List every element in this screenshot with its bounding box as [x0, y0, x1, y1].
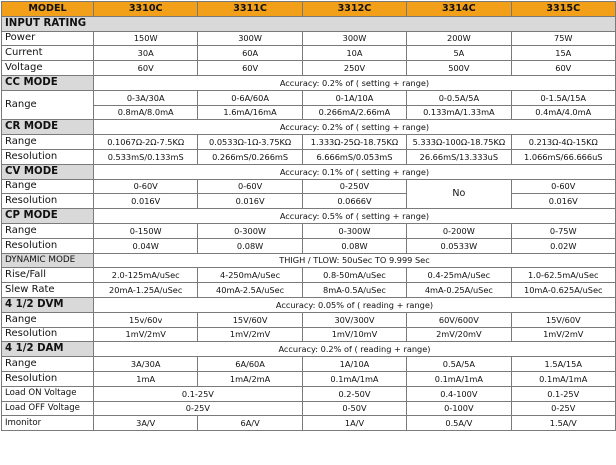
accuracy-note: Accuracy: 0.2% of ( setting + range): [94, 75, 616, 90]
row-label: Range: [2, 312, 94, 327]
row-label: Range: [2, 223, 94, 238]
row-label: Slew Rate: [2, 283, 94, 298]
cell: 0.1mA/1mA: [302, 371, 406, 386]
cell: 0.4-100V: [407, 386, 511, 401]
spec-table: [1, 1, 616, 431]
row-label: Resolution: [2, 327, 94, 342]
table-row: [2, 416, 616, 431]
cell: 200W: [407, 31, 511, 46]
cell: 1mV/2mV: [94, 327, 198, 342]
accuracy-note: Accuracy: 0.05% of ( reading + range): [94, 297, 616, 312]
cell: 8mA-0.5A/uSec: [302, 283, 406, 298]
cell: 0.5A/5A: [407, 357, 511, 372]
section-cc-mode: CC MODE: [2, 75, 94, 90]
cell: 0.2-50V: [302, 386, 406, 401]
table-row: [2, 46, 616, 61]
row-label: Resolution: [2, 194, 94, 209]
cell: 6.666mS/0.053mS: [302, 149, 406, 164]
cell: 1A/V: [302, 416, 406, 431]
table-row: [2, 149, 616, 164]
cell: 0.1mA/1mA: [511, 371, 615, 386]
table-row: [2, 194, 616, 209]
cell: 150W: [94, 31, 198, 46]
cell: 60V/600V: [407, 312, 511, 327]
cell: 0.016V: [511, 194, 615, 209]
table-row: [2, 223, 616, 238]
cell: 1.066mS/66.666uS: [511, 149, 615, 164]
cell: 0-60V: [511, 179, 615, 194]
cell: 4-250mA/uSec: [198, 268, 302, 283]
row-label: Rise/Fall: [2, 268, 94, 283]
cell: 60V: [198, 61, 302, 76]
cell: 500V: [407, 61, 511, 76]
accuracy-note: Accuracy: 0.2% of ( setting + range): [94, 120, 616, 135]
cell: 0.08W: [302, 238, 406, 253]
table-row: [2, 386, 616, 401]
cell: 0-200W: [407, 223, 511, 238]
table-row: [2, 238, 616, 253]
row-label: Voltage: [2, 61, 94, 76]
cell: 1mA/2mA: [198, 371, 302, 386]
row-label: Imonitor: [2, 416, 94, 431]
model-label: MODEL: [2, 2, 94, 17]
table-row: [2, 179, 616, 194]
cell: 0.016V: [94, 194, 198, 209]
table-row: [2, 312, 616, 327]
table-row: [2, 371, 616, 386]
table-row: [2, 401, 616, 416]
cell: 0-1.5A/15A: [511, 90, 615, 105]
cell: 300W: [302, 31, 406, 46]
cell: 0.0666V: [302, 194, 406, 209]
cell: 30A: [94, 46, 198, 61]
cell: 0-50V: [302, 401, 406, 416]
table-row: [2, 135, 616, 150]
section-cp-mode: CP MODE: [2, 209, 94, 224]
row-label: Range: [2, 135, 94, 150]
cell: 0.0533W: [407, 238, 511, 253]
cell: 5A: [407, 46, 511, 61]
cell: 1.5A/V: [511, 416, 615, 431]
section-cr-mode: CR MODE: [2, 120, 94, 135]
section-row: [2, 297, 616, 312]
cell: 15V/60V: [511, 312, 615, 327]
accuracy-note: Accuracy: 0.1% of ( setting + range): [94, 164, 616, 179]
cell: 0.8mA/8.0mA: [94, 105, 198, 120]
section-input-rating: INPUT RATING: [2, 16, 616, 31]
cell: 0.8-50mA/uSec: [302, 268, 406, 283]
cell: 0-6A/60A: [198, 90, 302, 105]
cell: 0-300W: [302, 223, 406, 238]
cell: 20mA-1.25A/uSec: [94, 283, 198, 298]
section-dvm: 4 1/2 DVM: [2, 297, 94, 312]
model-3310c: 3310C: [94, 2, 198, 17]
cell: 0.533mS/0.133mS: [94, 149, 198, 164]
cell: 60A: [198, 46, 302, 61]
cell: 75W: [511, 31, 615, 46]
cell: 0.02W: [511, 238, 615, 253]
cell: 0.5A/V: [407, 416, 511, 431]
row-label: Load OFF Voltage: [2, 401, 94, 416]
row-label: Resolution: [2, 371, 94, 386]
section-row: [2, 209, 616, 224]
cell: 3A/V: [94, 416, 198, 431]
cell: 0-60V: [198, 179, 302, 194]
cell: 0-25V: [94, 401, 303, 416]
cell: 0.0533Ω-1Ω-3.75KΩ: [198, 135, 302, 150]
cell: 30V/300V: [302, 312, 406, 327]
cell: 0.1-25V: [94, 386, 303, 401]
cell: 60V: [94, 61, 198, 76]
cell: 3A/30A: [94, 357, 198, 372]
cell: 0-100V: [407, 401, 511, 416]
cell: 0-300W: [198, 223, 302, 238]
cell: 1.333Ω-25Ω-18.75KΩ: [302, 135, 406, 150]
header-row: [2, 2, 616, 17]
cell: 0.266mS/0.266mS: [198, 149, 302, 164]
section-dynamic-mode: DYNAMIC MODE: [2, 253, 94, 268]
section-row: [2, 342, 616, 357]
section-dam: 4 1/2 DAM: [2, 342, 94, 357]
cell: 0-150W: [94, 223, 198, 238]
table-row: [2, 61, 616, 76]
cell: 1mA: [94, 371, 198, 386]
cell: 0-3A/30A: [94, 90, 198, 105]
row-label: Range: [2, 179, 94, 194]
cell: 300W: [198, 31, 302, 46]
accuracy-note: Accuracy: 0.2% of ( reading + range): [94, 342, 616, 357]
cv-not-available: No: [407, 179, 511, 209]
model-3314c: 3314C: [407, 2, 511, 17]
cell: 15v/60v: [94, 312, 198, 327]
cell: 6A/60A: [198, 357, 302, 372]
cell: 4mA-0.25A/uSec: [407, 283, 511, 298]
cell: 0.1067Ω-2Ω-7.5KΩ: [94, 135, 198, 150]
row-label: Range: [2, 357, 94, 372]
cell: 10mA-0.625A/uSec: [511, 283, 615, 298]
cell: 1mV/2mV: [511, 327, 615, 342]
cell: 0.213Ω-4Ω-15KΩ: [511, 135, 615, 150]
cell: 0.1-25V: [511, 386, 615, 401]
cell: 1.5A/15A: [511, 357, 615, 372]
accuracy-note: Accuracy: 0.5% of ( setting + range): [94, 209, 616, 224]
dynamic-note: THIGH / TLOW: 50uSec TO 9.999 Sec: [94, 253, 616, 268]
cell: 60V: [511, 61, 615, 76]
cell: 0.08W: [198, 238, 302, 253]
table-row: [2, 268, 616, 283]
cell: 0.1mA/1mA: [407, 371, 511, 386]
cell: 1.0-62.5mA/uSec: [511, 268, 615, 283]
cell: 10A: [302, 46, 406, 61]
table-row: [2, 90, 616, 105]
cell: 2.0-125mA/uSec: [94, 268, 198, 283]
row-label: Power: [2, 31, 94, 46]
row-label: Range: [2, 90, 94, 120]
table-row: [2, 357, 616, 372]
cell: 15V/60V: [198, 312, 302, 327]
cell: 0-25V: [511, 401, 615, 416]
cell: 0.4-25mA/uSec: [407, 268, 511, 283]
row-label: Resolution: [2, 149, 94, 164]
cell: 0.133mA/1.33mA: [407, 105, 511, 120]
section-row: [2, 75, 616, 90]
row-label: Resolution: [2, 238, 94, 253]
cell: 0.4mA/4.0mA: [511, 105, 615, 120]
cell: 1.6mA/16mA: [198, 105, 302, 120]
table-row: [2, 105, 616, 120]
table-row: [2, 327, 616, 342]
cell: 0.266mA/2.66mA: [302, 105, 406, 120]
section-row: [2, 253, 616, 268]
cell: 6A/V: [198, 416, 302, 431]
table-row: [2, 31, 616, 46]
section-cv-mode: CV MODE: [2, 164, 94, 179]
cell: 15A: [511, 46, 615, 61]
row-label: Load ON Voltage: [2, 386, 94, 401]
section-row: [2, 16, 616, 31]
cell: 0.04W: [94, 238, 198, 253]
cell: 0-60V: [94, 179, 198, 194]
section-row: [2, 120, 616, 135]
cell: 1A/10A: [302, 357, 406, 372]
cell: 40mA-2.5A/uSec: [198, 283, 302, 298]
cell: 0-0.5A/5A: [407, 90, 511, 105]
cell: 1mV/2mV: [198, 327, 302, 342]
row-label: Current: [2, 46, 94, 61]
section-row: [2, 164, 616, 179]
model-3312c: 3312C: [302, 2, 406, 17]
cell: 2mV/20mV: [407, 327, 511, 342]
cell: 26.66mS/13.333uS: [407, 149, 511, 164]
cell: 0-1A/10A: [302, 90, 406, 105]
model-3311c: 3311C: [198, 2, 302, 17]
table-row: [2, 283, 616, 298]
model-3315c: 3315C: [511, 2, 615, 17]
cell: 0-250V: [302, 179, 406, 194]
cell: 0-75W: [511, 223, 615, 238]
cell: 5.333Ω-100Ω-18.75KΩ: [407, 135, 511, 150]
cell: 0.016V: [198, 194, 302, 209]
cell: 250V: [302, 61, 406, 76]
cell: 1mV/10mV: [302, 327, 406, 342]
